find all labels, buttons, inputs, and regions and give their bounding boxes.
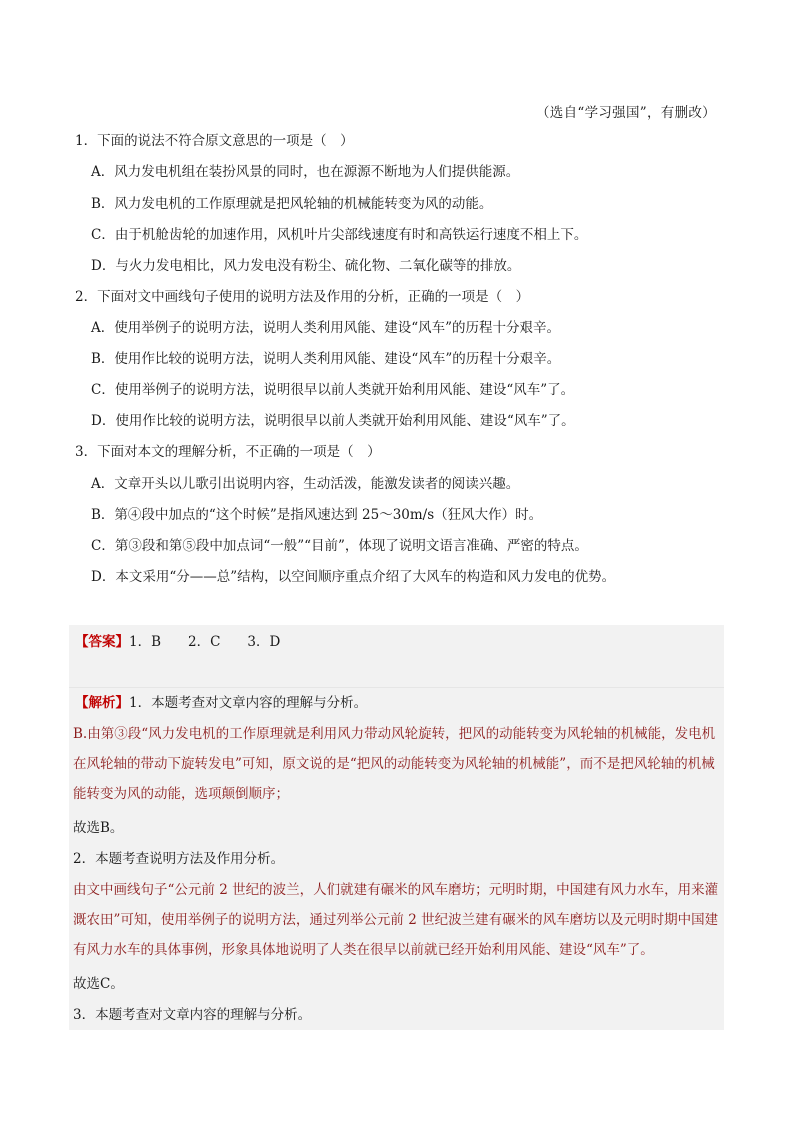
question-3-option-a: A．文章开头以儿歌引出说明内容，生动活泼，能激发读者的阅读兴趣。 bbox=[91, 476, 520, 492]
source-note: （选自“学习强国”，有删改） bbox=[535, 105, 716, 121]
question-2-option-c: C．使用举例子的说明方法，说明很早以前人类就开始利用风能、建设“风车”了。 bbox=[91, 382, 575, 398]
answer-line bbox=[75, 632, 280, 652]
analysis-conclusion-2: 故选C。 bbox=[73, 976, 124, 992]
question-3-stem: 3．下面对本文的理解分析，不正确的一项是（ ） bbox=[75, 444, 381, 460]
answer-label: 【答案】 bbox=[75, 634, 129, 650]
analysis-conclusion-1: 故选B。 bbox=[73, 820, 124, 836]
analysis-label: 【解析】 bbox=[75, 695, 129, 711]
analysis-paragraph-2: 由文中画线句子“公元前 2 世纪的波兰，人们就建有碾米的风车磨坊；元明时期，中国建有风力水车，用来灌溉农田”可知，使用举例子的说明方法，通过列举公元前 2 世纪波兰建有碾米的风车磨坊以及元明时期中国建有风力水车的具体事例，形象具体地说明了人类在很早以前就已经开始利用风能、建设“风车”了。 bbox=[73, 882, 719, 958]
analysis-paragraph-1: B.由第③段“风力发电机的工作原理就是利用风力带动风轮旋转，把风的动能转变为风轮轴的机械能，发电机在风轮轴的带动下旋转发电”可知，原文说的是“把风的动能转变为风轮轴的机械能”，而不是把风轮轴的机械能转变为风的动能，选项颠倒顺序； bbox=[73, 726, 716, 802]
analysis-heading-2: 2．本题考查说明方法及作用分析。 bbox=[73, 851, 285, 867]
question-3-option-b: B．第④段中加点的“这个时候”是指风速达到 25～30m/s（狂风大作）时。 bbox=[91, 507, 543, 523]
question-2-option-b: B．使用作比较的说明方法，说明人类利用风能、建设“风车”的历程十分艰辛。 bbox=[91, 351, 561, 367]
question-1-option-d: D．与火力发电相比，风力发电没有粉尘、硫化物、二氧化碳等的排放。 bbox=[91, 258, 521, 274]
analysis-intro: 1．本题考查对文章内容的理解与分析。 bbox=[129, 695, 368, 711]
analysis-heading-3: 3．本题考查对文章内容的理解与分析。 bbox=[73, 1007, 312, 1023]
question-3-option-d: D．本文采用“分——总”结构，以空间顺序重点介绍了大风车的构造和风力发电的优势。 bbox=[91, 569, 616, 585]
answer-separator bbox=[69, 687, 724, 688]
answer-panel bbox=[69, 625, 724, 1030]
question-1-option-a: A．风力发电机组在装扮风景的同时，也在源源不断地为人们提供能源。 bbox=[91, 164, 520, 180]
question-2-option-a: A．使用举例子的说明方法，说明人类利用风能、建设“风车”的历程十分艰辛。 bbox=[91, 320, 561, 336]
question-2-option-d: D．使用作比较的说明方法，说明很早以前人类就开始利用风能、建设“风车”了。 bbox=[91, 413, 575, 429]
analysis-intro-line bbox=[75, 693, 367, 713]
answer-text: 1．B 2．C 3．D bbox=[129, 634, 281, 650]
question-3-option-c: C．第③段和第⑤段中加点词“一般”“目前”，体现了说明文语言准确、严密的特点。 bbox=[91, 538, 588, 554]
question-1-option-b: B．风力发电机的工作原理就是把风轮轴的机械能转变为风的动能。 bbox=[91, 196, 493, 212]
question-2-stem: 2．下面对文中画线句子使用的说明方法及作用的分析，正确的一项是（ ） bbox=[75, 289, 530, 305]
question-1-option-c: C．由于机舱齿轮的加速作用，风机叶片尖部线速度有时和高铁运行速度不相上下。 bbox=[91, 227, 588, 243]
question-1-stem: 1．下面的说法不符合原文意思的一项是（ ） bbox=[75, 133, 354, 149]
